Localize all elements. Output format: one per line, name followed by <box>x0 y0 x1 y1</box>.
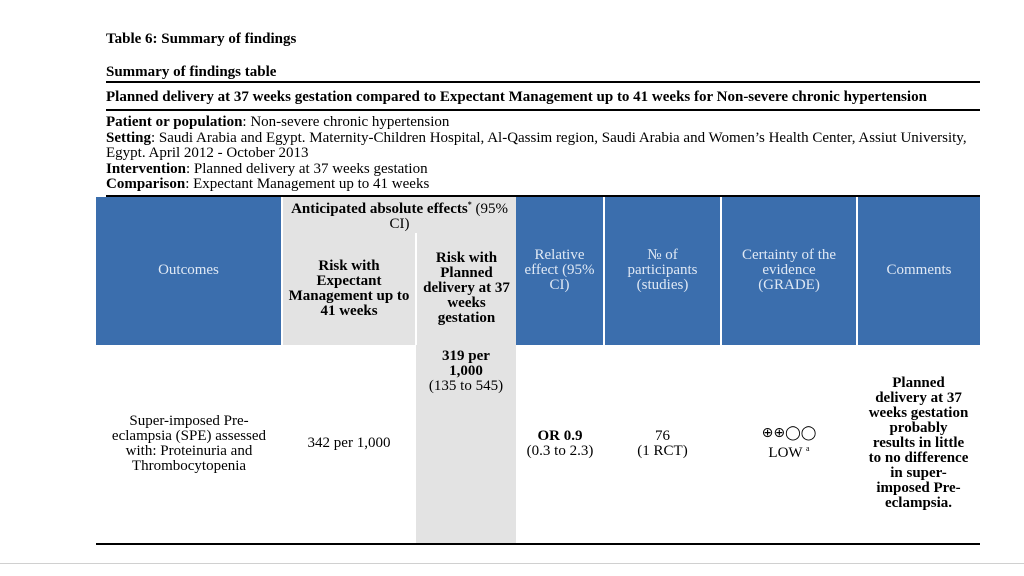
certainty-footnote: a <box>806 444 810 453</box>
cell-risk-planned <box>416 345 516 544</box>
setting-label: Setting <box>106 129 151 146</box>
cell-relative-effect <box>516 345 604 544</box>
setting-line <box>106 131 980 162</box>
cell-certainty <box>721 345 857 544</box>
table-row <box>96 345 980 544</box>
certainty-symbols-icon: ⊕⊕◯◯ <box>761 425 817 441</box>
risk-planned-value: 319 per 1,000 <box>442 347 490 379</box>
certainty-rating <box>721 441 857 461</box>
population-block <box>106 111 980 195</box>
cell-outcome: Super-imposed Pre-eclampsia (SPE) assessed with: Proteinuria and Thrombocytopenia <box>96 345 282 544</box>
risk-planned-ci: (135 to 545) <box>428 377 504 394</box>
studies-count: (1 RCT) <box>637 442 688 459</box>
comparison-label: Comparison <box>106 176 186 192</box>
table-heading: Table 6: Summary of findings <box>106 31 297 47</box>
intervention-line <box>106 162 980 178</box>
patient-line <box>106 115 980 131</box>
header-risk-planned: Risk with Planned delivery at 37 weeks gestation <box>416 233 516 345</box>
anticipated-label: Anticipated absolute effects <box>291 201 468 217</box>
relative-ci: (0.3 to 2.3) <box>526 442 594 459</box>
patient-value: : Non-severe chronic hypertension <box>242 114 450 130</box>
comparison-value: : Expectant Management up to 41 weeks <box>185 176 430 192</box>
cell-comments: Planned delivery at 37 weeks gestation probably results in little to no difference in super-imposed Pre-eclampsia. <box>857 345 980 544</box>
header-comments: Comments <box>857 197 980 345</box>
header-risk-expectant: Risk with Expectant Management up to 41 weeks <box>282 233 416 345</box>
header-participants: № of participants (studies) <box>604 197 721 345</box>
certainty-label: LOW <box>768 445 803 461</box>
patient-label: Patient or population <box>106 114 243 130</box>
relative-or: OR 0.9 <box>537 427 583 444</box>
anticipated-sup: * <box>467 200 472 209</box>
setting-value: : Saudi Arabia and Egypt. Maternity-Children Hospital, Al-Qassim region, Saudi Arabia and Women’s Health Center, Assiut University, Egypt. April 2012 - October 2013 <box>106 129 967 161</box>
comparison-line <box>106 177 980 193</box>
participants-count: 76 <box>655 427 671 444</box>
header-outcomes: Outcomes <box>96 197 282 345</box>
anticipated-ci: (95% CI) <box>389 201 508 232</box>
header-anticipated <box>282 197 516 233</box>
intervention-value: : Planned delivery at 37 weeks gestation <box>186 160 428 177</box>
table-subheading: Summary of findings table <box>106 64 277 80</box>
cell-risk-expectant: 342 per 1,000 <box>282 345 416 544</box>
comparison-title: Planned delivery at 37 weeks gestation compared to Expectant Management up to 41 weeks for Non-severe chronic hypertension <box>106 89 927 105</box>
header-relative-effect: Relative effect (95% CI) <box>516 197 604 345</box>
cell-participants <box>604 345 721 544</box>
intervention-label: Intervention <box>106 160 186 177</box>
summary-table <box>96 197 980 545</box>
document-page <box>106 30 980 545</box>
header-certainty: Certainty of the evidence (GRADE) <box>721 197 857 345</box>
page-divider <box>0 563 1024 564</box>
